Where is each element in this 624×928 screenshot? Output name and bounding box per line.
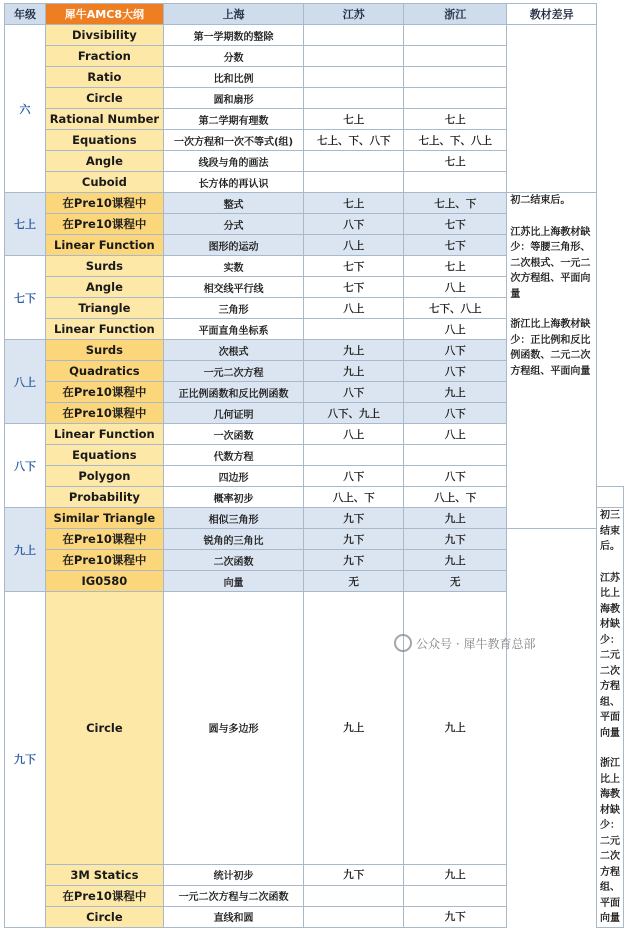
shanghai-cell: 锐角的三角比 xyxy=(163,529,304,550)
shanghai-cell: 相交线平行线 xyxy=(163,277,304,298)
jiangsu-cell: 八上 xyxy=(304,424,404,445)
table-row xyxy=(5,864,624,885)
header-zhejiang: 浙江 xyxy=(404,4,507,25)
amc-topic: Circle xyxy=(46,88,164,109)
zhejiang-cell: 八上、下 xyxy=(404,487,507,508)
zhejiang-cell: 七上、下 xyxy=(404,193,507,214)
shanghai-cell: 正比例函数和反比例函数 xyxy=(163,382,304,403)
shanghai-cell: 二次函数 xyxy=(163,550,304,571)
jiangsu-cell: 八下 xyxy=(304,214,404,235)
jiangsu-cell: 九上 xyxy=(304,361,404,382)
amc-topic: 在Pre10课程中 xyxy=(46,550,164,571)
grade-7a: 七上 xyxy=(5,193,46,256)
zhejiang-cell: 七下 xyxy=(404,235,507,256)
jiangsu-cell: 七下 xyxy=(304,277,404,298)
grade-7b: 七下 xyxy=(5,256,46,340)
diff-note-grade9 xyxy=(597,508,624,928)
zhejiang-cell: 七上、下、八上 xyxy=(404,130,507,151)
table-row xyxy=(5,25,624,46)
table-row xyxy=(5,885,624,906)
jiangsu-cell: 七上 xyxy=(304,109,404,130)
shanghai-cell: 分数 xyxy=(163,46,304,67)
jiangsu-cell xyxy=(304,445,404,466)
table-row xyxy=(5,529,624,550)
shanghai-cell: 代数方程 xyxy=(163,445,304,466)
amc-topic: 在Pre10课程中 xyxy=(46,382,164,403)
zhejiang-cell: 八上 xyxy=(404,424,507,445)
amc-topic: Linear Function xyxy=(46,235,164,256)
grade-9b: 九下 xyxy=(5,592,46,928)
shanghai-cell: 直线和圆 xyxy=(163,906,304,927)
shanghai-cell: 第一学期数的整除 xyxy=(163,25,304,46)
shanghai-cell: 线段与角的画法 xyxy=(163,151,304,172)
zhejiang-cell: 七下、八上 xyxy=(404,298,507,319)
jiangsu-cell: 九下 xyxy=(304,864,404,885)
amc-topic: Circle xyxy=(46,906,164,927)
shanghai-cell: 一次方程和一次不等式(组) xyxy=(163,130,304,151)
jiangsu-cell: 无 xyxy=(304,571,404,592)
jiangsu-cell: 九上 xyxy=(304,592,404,865)
grade-8b: 八下 xyxy=(5,424,46,508)
jiangsu-cell: 七上 xyxy=(304,193,404,214)
zhejiang-cell: 七上 xyxy=(404,151,507,172)
zhejiang-cell: 八下 xyxy=(404,361,507,382)
jiangsu-cell: 八下、九上 xyxy=(304,403,404,424)
diff-end-note: 初二结束后。 xyxy=(510,195,571,206)
diff-zj-title: 浙江比上海教材缺少： xyxy=(510,319,591,346)
header-shanghai: 上海 xyxy=(163,4,304,25)
grade-9a: 九上 xyxy=(5,508,46,592)
header-grade: 年级 xyxy=(5,4,46,25)
table-row xyxy=(5,571,624,592)
watermark-text: 公众号 · 犀牛教育总部 xyxy=(416,636,536,651)
amc-topic: Ratio xyxy=(46,67,164,88)
shanghai-cell: 概率初步 xyxy=(163,487,304,508)
diff-zj-body: 正比例和反比例函数、二元二次方程组、平面向量 xyxy=(510,334,591,377)
zhejiang-cell: 九下 xyxy=(404,906,507,927)
shanghai-cell: 圆和扇形 xyxy=(163,88,304,109)
table-row xyxy=(5,906,624,927)
jiangsu-cell xyxy=(304,151,404,172)
zhejiang-cell: 八下 xyxy=(404,403,507,424)
jiangsu-cell: 九上 xyxy=(304,340,404,361)
zhejiang-cell: 无 xyxy=(404,571,507,592)
shanghai-cell: 实数 xyxy=(163,256,304,277)
shanghai-cell: 向量 xyxy=(163,571,304,592)
zhejiang-cell: 八上 xyxy=(404,277,507,298)
amc-topic: Angle xyxy=(46,277,164,298)
zhejiang-cell: 七下 xyxy=(404,214,507,235)
header-jiangsu: 江苏 xyxy=(304,4,404,25)
diff-js-title: 江苏比上海教材缺少： xyxy=(600,572,620,646)
jiangsu-cell: 八上 xyxy=(304,235,404,256)
amc-topic: 在Pre10课程中 xyxy=(46,193,164,214)
zhejiang-cell xyxy=(404,46,507,67)
jiangsu-cell: 八下 xyxy=(304,466,404,487)
shanghai-cell: 几何证明 xyxy=(163,403,304,424)
shanghai-cell: 统计初步 xyxy=(163,864,304,885)
amc-topic: Angle xyxy=(46,151,164,172)
shanghai-cell: 三角形 xyxy=(163,298,304,319)
amc-topic: Linear Function xyxy=(46,424,164,445)
jiangsu-cell xyxy=(304,885,404,906)
diff-js-body: 等腰三角形、二次根式、一元二次方程组、平面向量 xyxy=(510,242,591,300)
table-row xyxy=(5,550,624,571)
diff-empty xyxy=(597,487,624,508)
amc-topic: Fraction xyxy=(46,46,164,67)
shanghai-cell: 一元二次方程与二次函数 xyxy=(163,885,304,906)
shanghai-cell: 分式 xyxy=(163,214,304,235)
shanghai-cell: 平面直角坐标系 xyxy=(163,319,304,340)
jiangsu-cell: 九下 xyxy=(304,529,404,550)
zhejiang-cell: 九上 xyxy=(404,550,507,571)
diff-js-body: 二元二次方程组、平面向量 xyxy=(600,650,620,739)
header-row xyxy=(5,4,624,25)
amc-topic: Quadratics xyxy=(46,361,164,382)
diff-js-title: 江苏比上海教材缺少： xyxy=(510,226,591,253)
shanghai-cell: 圆与多边形 xyxy=(163,592,304,865)
zhejiang-cell xyxy=(404,445,507,466)
jiangsu-cell xyxy=(304,46,404,67)
shanghai-cell: 图形的运动 xyxy=(163,235,304,256)
shanghai-cell: 长方体的再认识 xyxy=(163,172,304,193)
amc-topic: Rational Number xyxy=(46,109,164,130)
zhejiang-cell: 九下 xyxy=(404,529,507,550)
jiangsu-cell xyxy=(304,88,404,109)
amc-topic: Equations xyxy=(46,130,164,151)
zhejiang-cell: 八上 xyxy=(404,319,507,340)
amc-topic: Probability xyxy=(46,487,164,508)
amc-topic: 在Pre10课程中 xyxy=(46,403,164,424)
shanghai-cell: 四边形 xyxy=(163,466,304,487)
diff-empty xyxy=(507,25,597,193)
amc-topic: IG0580 xyxy=(46,571,164,592)
diff-end-note: 初三结束后。 xyxy=(600,510,620,552)
amc-topic: 在Pre10课程中 xyxy=(46,214,164,235)
zhejiang-cell xyxy=(404,172,507,193)
zhejiang-cell: 八下 xyxy=(404,466,507,487)
diff-zj-title: 浙江比上海教材缺少： xyxy=(600,758,620,831)
jiangsu-cell: 八下 xyxy=(304,382,404,403)
zhejiang-cell: 九上 xyxy=(404,508,507,529)
jiangsu-cell xyxy=(304,319,404,340)
amc-topic: Cuboid xyxy=(46,172,164,193)
amc-topic: Polygon xyxy=(46,466,164,487)
zhejiang-cell: 九上 xyxy=(404,382,507,403)
amc-topic: Triangle xyxy=(46,298,164,319)
jiangsu-cell: 九下 xyxy=(304,508,404,529)
jiangsu-cell: 八上、下 xyxy=(304,487,404,508)
shanghai-cell: 一元二次方程 xyxy=(163,361,304,382)
header-amc8-outline: 犀牛AMC8大纲 xyxy=(46,4,164,25)
jiangsu-cell xyxy=(304,906,404,927)
shanghai-cell: 相似三角形 xyxy=(163,508,304,529)
diff-note-grade8 xyxy=(507,193,597,529)
zhejiang-cell: 八下 xyxy=(404,340,507,361)
amc-topic: Divsibility xyxy=(46,25,164,46)
zhejiang-cell: 九上 xyxy=(404,864,507,885)
zhejiang-cell xyxy=(404,885,507,906)
jiangsu-cell xyxy=(304,67,404,88)
shanghai-cell: 整式 xyxy=(163,193,304,214)
zhejiang-cell xyxy=(404,88,507,109)
jiangsu-cell xyxy=(304,172,404,193)
amc-topic: Similar Triangle xyxy=(46,508,164,529)
zhejiang-cell: 七上 xyxy=(404,109,507,130)
amc-topic: Surds xyxy=(46,256,164,277)
grade-8a: 八上 xyxy=(5,340,46,424)
zhejiang-cell: 七上 xyxy=(404,256,507,277)
table-row xyxy=(5,193,624,214)
zhejiang-cell: 九上 xyxy=(404,592,507,865)
shanghai-cell: 一次函数 xyxy=(163,424,304,445)
shanghai-cell: 比和比例 xyxy=(163,67,304,88)
amc-topic: Circle xyxy=(46,592,164,865)
grade-6: 六 xyxy=(5,25,46,193)
amc-topic: 在Pre10课程中 xyxy=(46,529,164,550)
amc-topic: Surds xyxy=(46,340,164,361)
jiangsu-cell: 八上 xyxy=(304,298,404,319)
jiangsu-cell: 九下 xyxy=(304,550,404,571)
shanghai-cell: 次根式 xyxy=(163,340,304,361)
amc-topic: 3M Statics xyxy=(46,864,164,885)
zhejiang-cell xyxy=(404,25,507,46)
amc-topic: Linear Function xyxy=(46,319,164,340)
wechat-icon xyxy=(394,634,412,652)
curriculum-table xyxy=(4,3,624,928)
shanghai-cell: 第二学期有理数 xyxy=(163,109,304,130)
jiangsu-cell xyxy=(304,25,404,46)
jiangsu-cell: 七上、下、八下 xyxy=(304,130,404,151)
diff-zj-body: 二元二次方程组、平面向量 xyxy=(600,835,620,924)
amc-topic: Equations xyxy=(46,445,164,466)
table-row xyxy=(5,592,624,865)
header-textbook-diff: 教材差异 xyxy=(507,4,597,25)
jiangsu-cell: 七下 xyxy=(304,256,404,277)
amc-topic: 在Pre10课程中 xyxy=(46,885,164,906)
zhejiang-cell xyxy=(404,67,507,88)
watermark xyxy=(394,634,535,652)
